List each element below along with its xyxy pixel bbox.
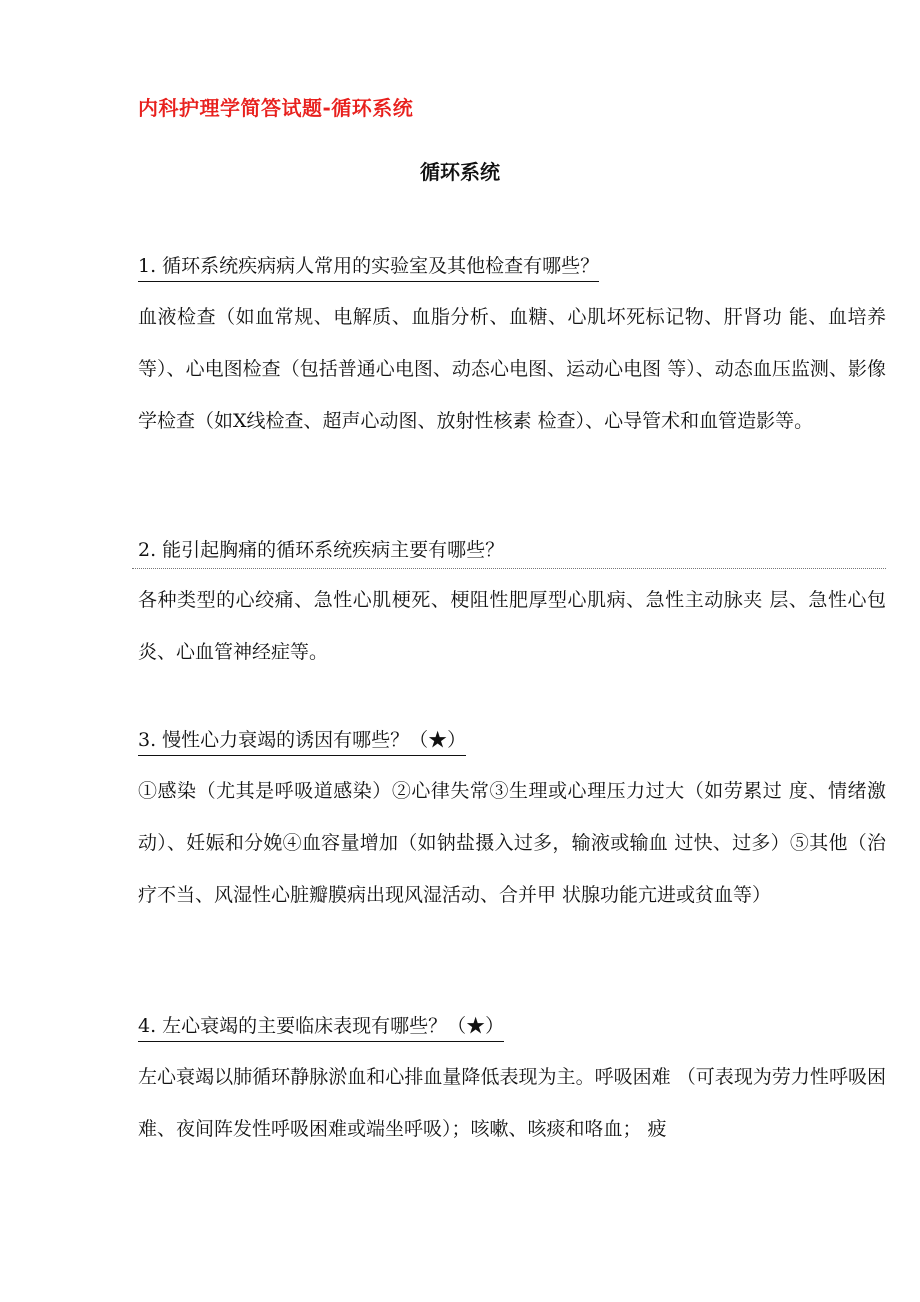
answer-2: 各种类型的心绞痛、急性心肌梗死、梗阻性肥厚型心肌病、急性主动脉夹 层、急性心包炎、心血管神经症等。 <box>138 589 886 663</box>
qa-item-1 <box>138 252 886 447</box>
answer-1: 血液检查（如血常规、电解质、血脂分析、血糖、心肌坏死标记物、肝肾功 能、血培养等）、心电图检查（包括普通心电图、动态心电图、运动心电图 等）、动态血压监测、影像学检查（如X线检查、超声心动图、放射性核素 检查）、心导管术和血管造影等。 <box>138 306 886 432</box>
document-title: 内科护理学简答试题-循环系统 <box>138 96 414 120</box>
answer-4: 左心衰竭以肺循环静脉淤血和心排血量降低表现为主。呼吸困难 （可表现为劳力性呼吸困难、夜间阵发性呼吸困难或端坐呼吸）；咳嗽、咳痰和咯血； 疲 <box>138 1066 886 1140</box>
question-3: 3. 慢性心力衰竭的诱因有哪些？（★） <box>138 726 466 756</box>
question-1: 1. 循环系统疾病病人常用的实验室及其他检查有哪些？ <box>138 252 599 282</box>
qa-item-3 <box>138 726 886 921</box>
qa-item-4 <box>138 1012 886 1155</box>
qa-item-2 <box>138 536 886 678</box>
question-4: 4. 左心衰竭的主要临床表现有哪些？（★） <box>138 1012 504 1042</box>
answer-3: ①感染（尤其是呼吸道感染）②心律失常③生理或心理压力过大（如劳累过 度、情绪激动）、妊娠和分娩④血容量增加（如钠盐摄入过多，输液或输血 过快、过多）⑤其他（治疗不当、风湿性心脏瓣膜病出现风湿活动、合并甲 状腺功能亢进或贫血等） <box>138 780 886 906</box>
question-2: 2. 能引起胸痛的循环系统疾病主要有哪些？ <box>138 539 505 561</box>
section-heading: 循环系统 <box>420 160 500 184</box>
